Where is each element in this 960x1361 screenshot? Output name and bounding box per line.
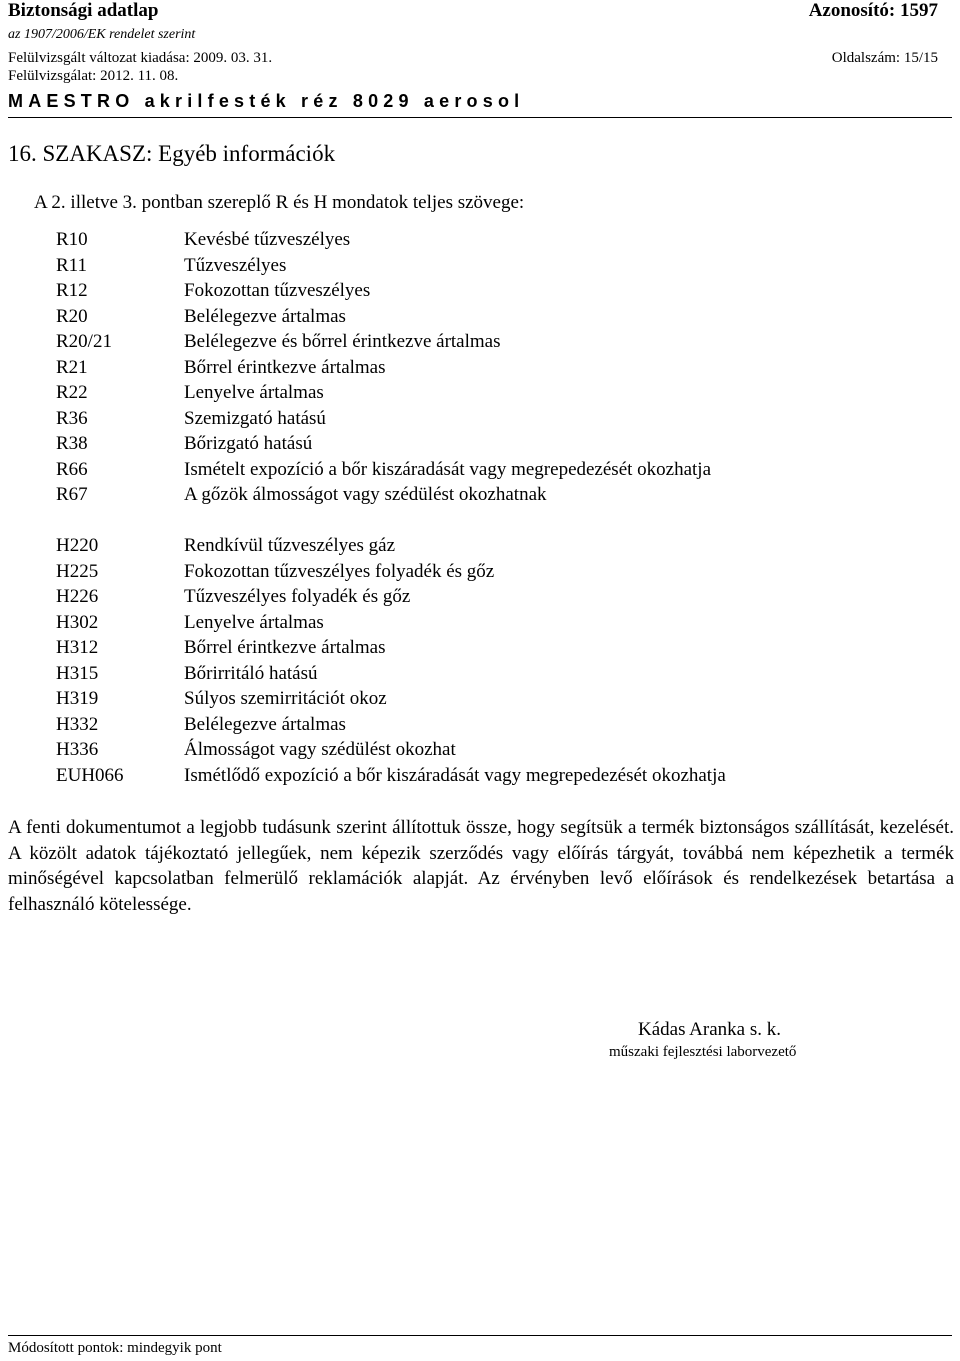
phrase-text: Bőrrel érintkezve ártalmas	[184, 356, 386, 378]
revised-issue-date: Felülvizsgált változat kiadása: 2009. 03. 31.	[8, 50, 273, 66]
phrase-text: Fokozottan tűzveszélyes folyadék és gőz	[184, 560, 495, 582]
signatory-name: Kádas Aranka s. k.	[638, 1019, 781, 1040]
phrase-code: R20/21	[56, 331, 112, 352]
phrase-code: R12	[56, 280, 88, 301]
regulation-reference: az 1907/2006/EK rendelet szerint	[8, 27, 196, 42]
phrase-code: R66	[56, 458, 88, 480]
phrase-code: R20	[56, 305, 88, 327]
phrase-code: R36	[56, 407, 88, 429]
phrase-code: H226	[56, 586, 99, 607]
phrase-code: R10	[56, 229, 88, 250]
phrase-code: H302	[56, 611, 99, 633]
product-name: MAESTRO akrilfesték réz 8029 aerosol	[8, 91, 525, 111]
phrase-text: Belélegezve ártalmas	[184, 713, 346, 735]
phrase-code: R21	[56, 356, 88, 378]
phrase-code: H332	[56, 713, 99, 735]
phrase-text: Ismétlődő expozíció a bőr kiszáradását vagy megrepedezését okozhatja	[184, 764, 726, 786]
phrase-code: H312	[56, 637, 99, 658]
revision-date: Felülvizsgálat: 2012. 11. 08.	[8, 68, 179, 84]
phrase-text: Álmosságot vagy szédülést okozhat	[184, 739, 456, 760]
phrase-code: R67	[56, 484, 88, 505]
phrase-code: H225	[56, 560, 99, 582]
footer-divider	[8, 1335, 952, 1336]
phrase-text: Szemizgató hatású	[184, 407, 326, 429]
section-title: 16. SZAKASZ: Egyéb információk	[8, 141, 336, 166]
phrase-text: Tűzveszélyes folyadék és gőz	[184, 586, 411, 607]
phrase-text: Lenyelve ártalmas	[184, 611, 324, 633]
document-title: Biztonsági adatlap	[8, 0, 159, 21]
phrase-text: Bőrirritáló hatású	[184, 662, 318, 684]
phrase-text: Tűzveszélyes	[184, 254, 287, 276]
phrase-code: H315	[56, 662, 99, 684]
signatory-role: műszaki fejlesztési laborvezető	[609, 1044, 797, 1060]
phrase-code: R22	[56, 382, 88, 403]
document-identifier: Azonosító: 1597	[808, 0, 938, 21]
phrase-text: Bőrrel érintkezve ártalmas	[184, 637, 386, 658]
phrase-text: Belélegezve ártalmas	[184, 305, 346, 327]
phrase-text: Bőrizgató hatású	[184, 433, 313, 454]
phrase-text: Kevésbé tűzveszélyes	[184, 229, 351, 250]
phrase-code: H336	[56, 739, 99, 760]
section-intro: A 2. illetve 3. pontban szereplő R és H mondatok teljes szövege:	[34, 192, 525, 213]
modified-points-note: Módosított pontok: mindegyik pont	[8, 1340, 222, 1356]
phrase-code: H319	[56, 688, 99, 709]
phrase-code: H220	[56, 535, 99, 556]
phrase-code: EUH066	[56, 764, 124, 786]
header-divider	[8, 117, 952, 118]
phrase-text: Ismételt expozíció a bőr kiszáradását vagy megrepedezését okozhatja	[184, 458, 712, 480]
phrase-text: Fokozottan tűzveszélyes	[184, 280, 371, 301]
phrase-text: Súlyos szemirritációt okoz	[184, 688, 387, 709]
phrase-code: R11	[56, 254, 87, 276]
phrase-code: R38	[56, 433, 88, 454]
phrase-text: Lenyelve ártalmas	[184, 382, 324, 403]
phrase-text: Belélegezve és bőrrel érintkezve ártalmas	[184, 331, 501, 352]
phrase-text: Rendkívül tűzveszélyes gáz	[184, 535, 396, 556]
phrase-text: A gőzök álmosságot vagy szédülést okozhatnak	[184, 484, 547, 505]
disclaimer-paragraph: A fenti dokumentumot a legjobb tudásunk szerint állítottuk össze, hogy segítsük a termék biztonságos szállítását, kezelését. A közölt adatok tájékoztató jellegűek, nem képezik szerződés vagy előírás tárgyát, továbbá nem képezhetik a termék minőségével kapcsolatban felmerülő reklamációk alapját. Az érvényben levő előírások és rendelkezések betartása a felhasználó kötelessége.	[8, 817, 954, 915]
page-number: Oldalszám: 15/15	[831, 50, 938, 66]
